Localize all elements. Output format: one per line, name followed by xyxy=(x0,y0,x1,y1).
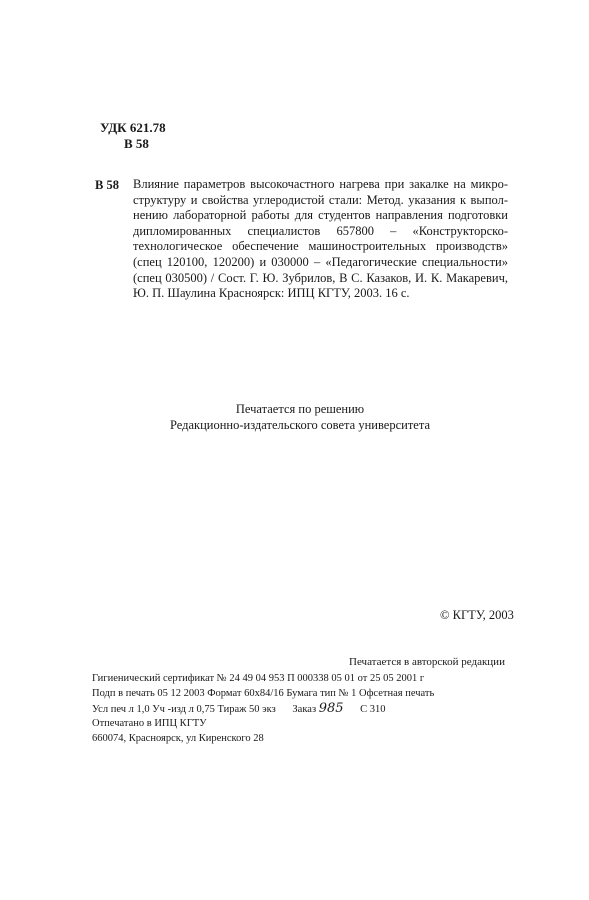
order-label: Заказ xyxy=(292,703,317,715)
udk-block xyxy=(100,120,166,152)
entry-code: В 58 xyxy=(95,178,119,192)
print-signing-info: Подп в печать 05 12 2003 Формат 60х84/16 Бумага тип № 1 Офсетная печать xyxy=(92,687,435,699)
author-edition-note: Печатается в авторской редакции xyxy=(349,656,505,668)
udk-code: УДК 621.78 xyxy=(100,120,166,135)
price-code: С 310 xyxy=(360,703,386,715)
printer-address: 660074, Красноярск, ул Киренского 28 xyxy=(92,733,264,745)
abstract-line: Влияние параметров высокочастного нагрева при закалке на микро- xyxy=(133,177,508,191)
imprint-block xyxy=(92,672,492,747)
print-run-info xyxy=(92,702,492,718)
abstract-line: нению лабораторной работы для студентов направления подготовки xyxy=(133,208,508,223)
approval-line: Печатается по решению xyxy=(235,402,365,416)
abstract-line: дипломированных специалистов 657800 – «Конструкторско- xyxy=(133,223,508,238)
abstract-line: Ю. П. Шаулина Красноярск: ИПЦ КГТУ, 2003. 16 с. xyxy=(133,286,410,301)
abstract-line: (спец 120100, 120200) и 030000 – «Педагогические специальности» xyxy=(133,254,508,269)
abstract-line: структуру и свойства углеродистой стали: Метод. указания к выпол- xyxy=(133,192,508,207)
hygiene-certificate: Гигиенический сертификат № 24 49 04 953 П 000338 05 01 от 25 05 2001 г xyxy=(92,673,425,684)
abstract-line: (спец 030500) / Сост. Г. Ю. Зубрилов, В С. Казаков, И. К. Макаревич, xyxy=(133,270,508,285)
copyright-notice: © КГТУ, 2003 xyxy=(440,608,514,622)
order-number: 985 xyxy=(318,700,344,716)
approval-line: Редакционно-издательского совета университета xyxy=(169,418,431,432)
bibliographic-abstract xyxy=(133,177,508,302)
sheets-and-run: Усл печ л 1,0 Уч -изд л 0,75 Тираж 50 экз xyxy=(92,703,276,715)
abstract-line: технологическое обеспечение машиностроительных производств» xyxy=(133,239,508,254)
library-code: В 58 xyxy=(124,136,149,151)
approval-note xyxy=(100,401,500,433)
printer-name: Отпечатано в ИПЦ КГТУ xyxy=(92,718,207,730)
